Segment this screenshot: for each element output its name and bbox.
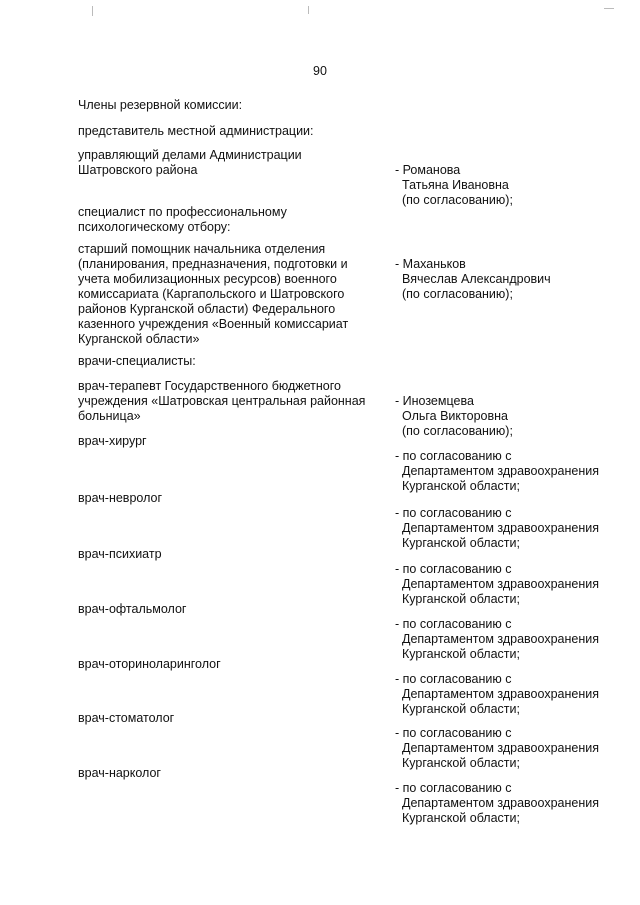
member-name: - Иноземцева (395, 394, 474, 408)
member-name: - Маханьков (395, 257, 466, 271)
member-romanova (395, 148, 630, 223)
role-therapist: врач-терапевт Государственного бюджетного учреждения «Шатровская центральная районная больница» (78, 379, 366, 423)
page-number: 90 (313, 64, 327, 78)
role-neurologist: врач-невролог (78, 491, 163, 505)
member-detail: Ольга Викторовна (по согласованию); (402, 409, 513, 438)
member-name: - Романова (395, 163, 461, 177)
role-manager-affairs: управляющий делами Администрации Шатровского района (78, 148, 302, 177)
agreement-detail: Департаментом здравоохранения Курганской области; (402, 521, 599, 550)
agreement-text: - по согласованию с (395, 449, 512, 463)
section-admin-representative: представитель местной администрации: (78, 124, 314, 138)
agreement-text: - по согласованию с (395, 781, 512, 795)
scan-artifact (308, 6, 309, 14)
agreement-text: - по согласованию с (395, 726, 512, 740)
member-makhankov (395, 242, 630, 317)
member-detail: Татьяна Ивановна (по согласованию); (402, 178, 513, 207)
member-detail: Вячеслав Александрович (по согласованию); (402, 272, 551, 301)
agreement-detail: Департаментом здравоохранения Курганской области; (402, 796, 599, 825)
agreement-narcologist (395, 766, 630, 841)
agreement-detail: Департаментом здравоохранения Курганской области; (402, 577, 599, 606)
section-psych-selection: специалист по профессиональному психологическому отбору: (78, 205, 287, 234)
scan-artifact (92, 6, 93, 16)
agreement-text: - по согласованию с (395, 506, 512, 520)
agreement-detail: Департаментом здравоохранения Курганской области; (402, 632, 599, 661)
section-specialist-doctors: врачи-специалисты: (78, 354, 196, 368)
agreement-detail: Департаментом здравоохранения Курганской области; (402, 741, 599, 770)
agreement-text: - по согласованию с (395, 562, 512, 576)
agreement-detail: Департаментом здравоохранения Курганской области; (402, 464, 599, 493)
role-otorhinolaryngologist: врач-оториноларинголог (78, 657, 221, 671)
scan-artifact (604, 8, 614, 9)
role-dentist: врач-стоматолог (78, 711, 175, 725)
role-ophthalmologist: врач-офтальмолог (78, 602, 187, 616)
role-narcologist: врач-нарколог (78, 766, 161, 780)
role-psychiatrist: врач-психиатр (78, 547, 162, 561)
agreement-text: - по согласованию с (395, 617, 512, 631)
agreement-detail: Департаментом здравоохранения Курганской области; (402, 687, 599, 716)
role-senior-assistant: старший помощник начальника отделения (планирования, предназначения, подготовки и учета мобилизационных ресурсов) военного комиссариата (Каргапольского и Шатровского районов Курганской области) Федерального казенного учреждения «Военный комиссариат Курганской области» (78, 242, 349, 346)
role-surgeon: врач-хирург (78, 434, 147, 448)
agreement-text: - по согласованию с (395, 672, 512, 686)
commission-heading: Члены резервной комиссии: (78, 98, 243, 112)
